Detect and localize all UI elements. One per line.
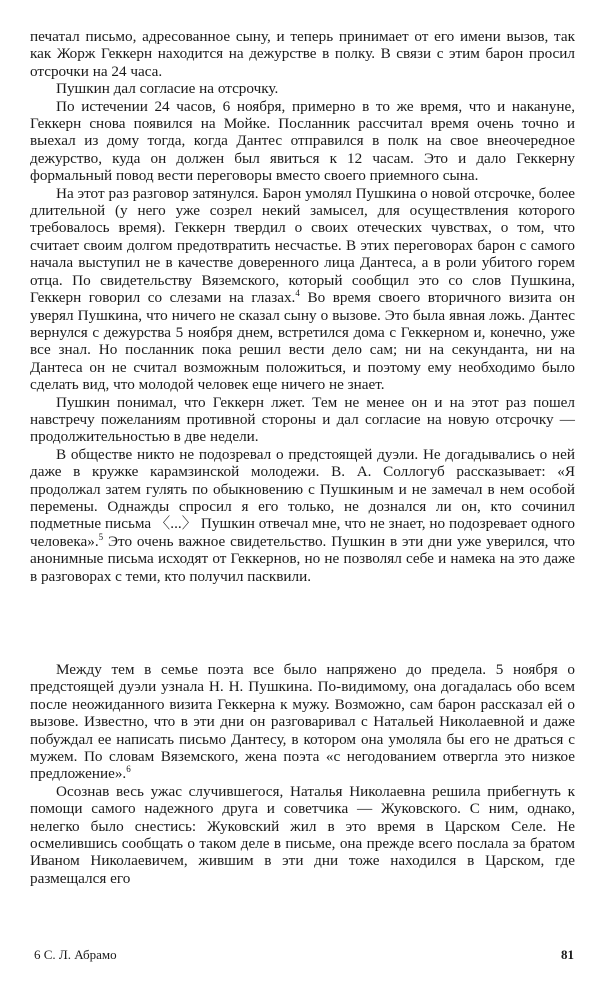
paragraph-text-continued: Это очень важное свидетельство. Пушкин в эти дни уже уверился, что анонимные письма исходят от Геккернов, но не позволял себе и намека на это даже в разговорах с теми, кто получил пасквили. <box>30 532 575 585</box>
paragraph-text: На этот раз разговор затянулся. Барон умолял Пушкина о новой отсрочке, более длительной (у него уже созрел некий замысел, для осуществления которого требовалось время). Геккерн твердил о своих отеческих чувствах, о том, что считает своим долгом предотвратить несчастье. В этих переговорах барон с самого начала выступил не в качестве доверенного лица Дантеса, а в роли убитого горем отца. По свидетельству Вяземского, который сообщил это со слов Пушкина, Геккерн говорил со слезами на глазах. <box>30 184 575 307</box>
printer-signature: 6 С. Л. Абрамо <box>34 947 117 962</box>
text-section-1 <box>30 28 575 585</box>
paragraph <box>30 446 575 585</box>
page-footer <box>34 947 574 967</box>
paragraph <box>30 185 575 394</box>
footnote-marker: 4 <box>295 288 300 299</box>
paragraph-text: В обществе никто не подозревал о предстоящей дуэли. Не догадывались о ней даже в кружке карамзинской молодежи. В. А. Соллогуб рассказывает: «Я продолжал затем гулять по обыкновению с Пушкиным и не замечал в нем особой перемены. Однажды спросил я его только, не дознался ли он, кто сочинил подметные письма 〈...〉 Пушкин отвечал мне, что не знает, но подозревает одного человека». <box>30 445 575 550</box>
paragraph <box>30 783 575 887</box>
paragraph <box>30 661 575 783</box>
paragraph-text: печатал письмо, адресованное сыну, и теперь принимает от его имени вызов, так как Жорж Геккерн находится на дежурстве в полку. В связи с этим барон просил отсрочки на 24 часа. <box>30 28 575 80</box>
paragraph-text: Между тем в семье поэта все было напряжено до предела. 5 ноября о предстоящей дуэли узнала Н. Н. Пушкина. По-видимому, она догадалась обо всем после неожиданного визита Геккерна к мужу. Возможно, сам барон рассказал ей о вызове. Известно, что в эти дни он разговаривал с Натальей Николаевной и даже побуждал ее написать письмо Дантесу, в котором она умоляла бы его не драться с мужем. По словам Вяземского, жена поэта «с негодованием отвергла это низкое предложение». <box>30 661 575 783</box>
paragraph-text: Пушкин дал согласие на отсрочку. <box>56 80 279 98</box>
paragraph-text: По истечении 24 часов, 6 ноября, примерно в то же время, что и накануне, Геккерн снова появился на Мойке. Посланник рассчитал время очень точно и выехал из дому тогда, когда Дантес отправился в полк на свое внеочередное дежурство, куда он должен был явиться к 12 часам. Это и дало Геккерну формальный повод вести переговоры вместо своего приемного сына. <box>30 97 575 185</box>
footnote-marker: 6 <box>126 764 131 775</box>
paragraph <box>30 98 575 185</box>
page-number: 81 <box>561 947 574 962</box>
footnote-marker: 5 <box>98 531 104 542</box>
text-section-2 <box>30 661 575 887</box>
paragraph-text-continued: Во время своего вторичного визита он уверял Пушкина, что ничего не сказал сыну о вызове. Это была явная ложь. Дантес вернулся с дежурства 5 ноября днем, встретился дома с Геккерном и, конечно, уже все знал. Но посланник пока решил вести дело сам; ни на секунданта, ни на Дантеса он не считал возможным положиться, и поэтому ему необходимо было сделать вид, что молодой человек еще ничего не знает. <box>30 289 575 394</box>
paragraph <box>30 394 575 446</box>
paragraph-text: Пушкин понимал, что Геккерн лжет. Тем не менее он и на этот раз пошел навстречу пожеланиям противной стороны и дал согласие на новую отсрочку — продолжительностью в две недели. <box>30 393 575 446</box>
paragraph-text: Осознав весь ужас случившегося, Наталья Николаевна решила прибегнуть к помощи самого надежного друга и советчика — Жуковского. С ним, однако, нелегко было снестись: Жуковский жил в это время в Царском Селе. Не осмелившись сообщать о таком деле в письме, она прежде всего послала за братом Иваном Николаевичем, жившим в эти дни тоже находился в Царском, где размещался его <box>30 782 575 887</box>
paragraph <box>30 28 575 80</box>
paragraph <box>30 80 575 97</box>
